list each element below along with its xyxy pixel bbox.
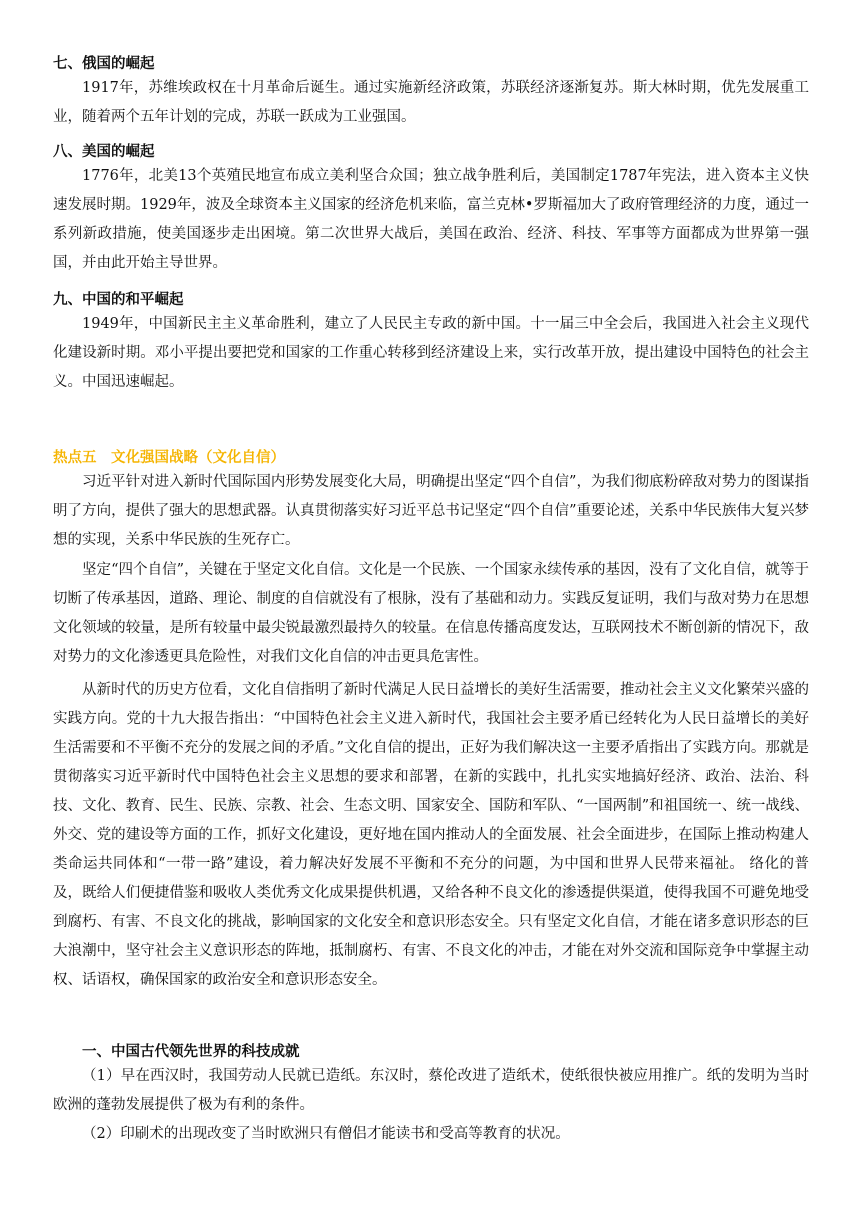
section-text-russia: 1917年，苏维埃政权在十月革命后诞生。通过实施新经济政策，苏联经济逐渐复苏。斯大林时期，优先发展重工业，随着两个五年计划的完成，苏联一跃成为工业强国。 <box>53 80 809 125</box>
hotspot-heading: 热点五 文化强国战略（文化自信） <box>53 450 285 466</box>
tech-heading: 一、中国古代领先世界的科技成就 <box>82 1044 300 1060</box>
section-heading-usa: 八、美国的崛起 <box>53 144 155 160</box>
hotspot-paragraph-1: 习近平针对进入新时代国际国内形势发展变化大局，明确提出坚定“四个自信”，为我们彻底粉碎敌对势力的图谋指明了方向，提供了强大的思想武器。认真贯彻落实好习近平总书记坚定“四个自信”重要论述，关系中华民族伟大复兴梦想的实现，关系中华民族的生死存亡。 <box>53 474 809 548</box>
tech-item-2: （2）印刷术的出现改变了当时欧洲只有僧侣才能读书和受高等教育的状况。 <box>82 1126 570 1142</box>
section-heading-russia: 七、俄国的崛起 <box>53 56 155 72</box>
section-heading-china: 九、中国的和平崛起 <box>53 292 184 308</box>
hotspot-paragraph-2: 坚定“四个自信”，关键在于坚定文化自信。文化是一个民族、一个国家永续传承的基因，没有了文化自信，就等于切断了传承基因，道路、理论、制度的自信就没有了根脉，没有了基础和动力。实践反复证明，我们与敌对势力在思想文化领域的较量，是所有较量中最尖锐最激烈最持久的较量。在信息传播高度发达，互联网技术不断创新的情况下，敌对势力的文化渗透更具危险性，对我们文化自信的冲击更具危害性。 <box>53 562 809 665</box>
section-text-china: 1949年，中国新民主主义革命胜利，建立了人民民主专政的新中国。十一届三中全会后，我国进入社会主义现代化建设新时期。邓小平提出要把党和国家的工作重心转移到经济建设上来，实行改革开放，提出建设中国特色的社会主义。中国迅速崛起。 <box>53 316 809 390</box>
tech-item-1: （1）早在西汉时，我国劳动人民就已造纸。东汉时，蔡伦改进了造纸术，使纸很快被应用推广。纸的发明为当时欧洲的蓬勃发展提供了极为有利的条件。 <box>53 1068 809 1113</box>
section-text-usa: 1776年，北美13个英殖民地宣布成立美利坚合众国；独立战争胜利后，美国制定1787年宪法，进入资本主义快速发展时期。1929年，波及全球资本主义国家的经济危机来临，富兰克林•罗斯福加大了政府管理经济的力度，通过一系列新政措施，使美国逐步走出困境。第二次世界大战后，美国在政治、经济、科技、军事等方面都成为世界第一强国，并由此开始主导世界。 <box>53 168 809 271</box>
hotspot-paragraph-3: 从新时代的历史方位看，文化自信指明了新时代满足人民日益增长的美好生活需要，推动社会主义文化繁荣兴盛的实践方向。党的十九大报告指出：“中国特色社会主义进入新时代，我国社会主要矛盾已经转化为人民日益增长的美好生活需要和不平衡不充分的发展之间的矛盾。”文化自信的提出，正好为我们解决这一主要矛盾指出了实践方向。那就是贯彻落实习近平新时代中国特色社会主义思想的要求和部署，在新的实践中，扎扎实实地搞好经济、政治、法治、科技、文化、教育、民生、民族、宗教、社会、生态文明、国家安全、国防和军队、“一国两制”和祖国统一、统一战线、外交、党的建设等方面的工作，抓好文化建设，更好地在国内推动人的全面发展、社会全面进步，在国际上推动构建人类命运共同体和“一带一路”建设，着力解决好发展不平衡和不充分的问题，为中国和世界人民带来福祉。 络化的普及，既给人们便捷借鉴和吸收人类优秀文化成果提供机遇，又给各种不良文化的渗透提供渠道，使得我国不可避免地受到腐朽、有害、不良文化的挑战，影响国家的文化安全和意识形态安全。只有坚定文化自信，才能在诸多意识形态的巨大浪潮中，坚守社会主义意识形态的阵地，抵制腐朽、有害、不良文化的冲击，才能在对外交流和国际竞争中掌握主动权、话语权，确保国家的政治安全和意识形态安全。 <box>53 682 809 988</box>
